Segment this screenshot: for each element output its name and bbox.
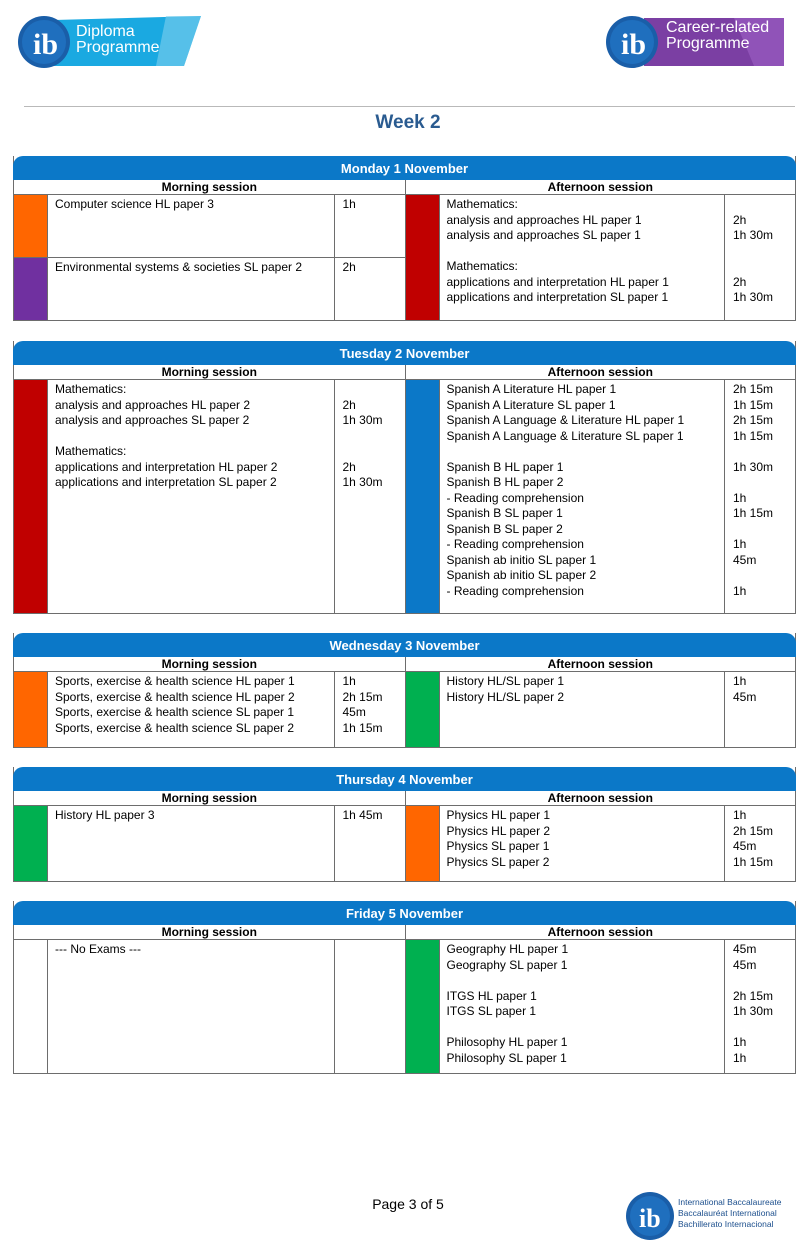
exam-name: Mathematics: (446, 259, 518, 273)
page-title: Week 2 (375, 112, 441, 133)
duration-list (725, 806, 795, 881)
afternoon-session-label: Afternoon session (406, 365, 796, 380)
exam-name: Spanish B HL paper 2 (446, 475, 564, 489)
exam-name: Geography HL paper 1 (446, 942, 569, 956)
exam-duration: 1h (733, 490, 747, 505)
logo-right-line1: Career-related (666, 19, 770, 36)
exam-duration: 1h 15m (733, 506, 774, 520)
exam-name: applications and interpretation SL paper 1 (446, 290, 669, 304)
exam-duration: 45m (733, 942, 757, 956)
morning-session-label: Morning session (14, 791, 405, 806)
exam-name: Computer science HL paper 3 (55, 197, 214, 211)
exam-name: Spanish B SL paper 2 (446, 521, 563, 536)
subject-color-bar (14, 940, 48, 1073)
sessions-row (14, 365, 795, 613)
exam-name: Spanish ab initio SL paper 1 (446, 552, 597, 567)
exam-name: analysis and approaches SL paper 2 (55, 413, 250, 427)
exam-duration: 1h 15m (733, 428, 774, 443)
subject-color-bar (14, 806, 48, 881)
exam-duration: 45m (733, 957, 757, 972)
morning-session (14, 925, 405, 1073)
duration-list (725, 195, 795, 320)
day-header: Monday 1 November (13, 156, 796, 180)
exam-name (447, 1020, 719, 1036)
afternoon-session (405, 657, 796, 747)
duration-list (335, 672, 405, 747)
morning-session (14, 657, 405, 747)
exam-name: - Reading comprehension (446, 490, 584, 505)
subject-color-bar (14, 258, 48, 320)
afternoon-session-body (406, 380, 796, 613)
exam-duration: 1h 15m (733, 854, 774, 869)
subject-color-bar (406, 195, 440, 320)
exam-duration (733, 197, 795, 213)
exam-duration: 2h (733, 274, 747, 289)
exam-name (447, 444, 719, 460)
exam-block (14, 940, 405, 1073)
exam-name: History HL/SL paper 2 (446, 689, 565, 704)
page-number: Page 3 of 5 (372, 1196, 444, 1212)
exam-name: Sports, exercise & health science SL paper 1 (55, 705, 295, 719)
exam-block (14, 380, 405, 613)
duration-list (725, 380, 795, 613)
exam-name: Spanish A Literature SL paper 1 (446, 397, 616, 412)
exam-name: Physics SL paper 2 (446, 854, 550, 869)
exam-duration: 1h (733, 674, 747, 688)
exam-duration: 1h 30m (733, 459, 774, 474)
exam-block (406, 672, 796, 747)
exam-duration (343, 444, 405, 460)
exam-name: Spanish B SL paper 1 (446, 506, 563, 520)
afternoon-session (405, 365, 796, 613)
exam-name: Philosophy SL paper 1 (446, 1050, 567, 1065)
exam-list (440, 940, 726, 1073)
exam-block (406, 940, 796, 1073)
exam-duration: 2h 15m (733, 988, 774, 1003)
duration-list (335, 380, 405, 613)
day-panel (13, 156, 796, 321)
exam-name: History HL paper 3 (55, 808, 155, 822)
morning-session-label: Morning session (14, 365, 405, 380)
sessions-row (14, 180, 795, 320)
subject-color-bar (406, 806, 440, 881)
exam-name: analysis and approaches SL paper 1 (446, 228, 641, 242)
duration-list (725, 672, 795, 747)
exam-name: Environmental systems & societies SL paper 2 (55, 260, 303, 274)
exam-name: Spanish ab initio SL paper 2 (446, 568, 597, 582)
exam-list (48, 672, 335, 747)
exam-name: applications and interpretation SL paper 2 (55, 475, 277, 489)
exam-duration: 2h (342, 260, 356, 274)
exam-duration (733, 568, 795, 584)
ib-emblem-icon (624, 1190, 676, 1242)
exam-list (48, 195, 335, 257)
exam-duration: 45m (733, 552, 757, 567)
exam-duration (733, 1020, 795, 1036)
exam-duration (343, 382, 405, 398)
morning-session-label: Morning session (14, 657, 405, 672)
exam-duration: 1h (733, 1050, 747, 1065)
exam-duration (733, 259, 795, 275)
logo-right-line2: Programme (666, 35, 750, 52)
afternoon-session-label: Afternoon session (406, 180, 796, 195)
exam-block (406, 380, 796, 613)
exam-duration: 1h 45m (342, 808, 383, 822)
exam-name: analysis and approaches HL paper 2 (55, 397, 251, 412)
day-panel (13, 901, 796, 1074)
day-header: Tuesday 2 November (13, 341, 796, 365)
exam-list (440, 195, 726, 320)
exam-name: Spanish A Literature HL paper 1 (446, 382, 617, 396)
svg-text:ib: ib (621, 28, 647, 61)
exam-block (14, 195, 405, 257)
org-name-en: International Baccalaureate (678, 1197, 782, 1207)
exam-list (440, 380, 726, 613)
afternoon-session-body (406, 806, 796, 881)
afternoon-session-body (406, 940, 796, 1073)
org-name-fr: Baccalauréat International (678, 1208, 777, 1218)
exam-block (14, 257, 405, 320)
svg-text:ib: ib (639, 1204, 661, 1233)
exam-name: Physics HL paper 1 (446, 808, 551, 822)
subject-color-bar (406, 380, 440, 613)
exam-name: History HL/SL paper 1 (446, 674, 565, 688)
afternoon-session-label: Afternoon session (406, 791, 796, 806)
exam-name: Physics SL paper 1 (446, 839, 550, 853)
exam-name (447, 973, 719, 989)
exam-duration: 45m (342, 705, 366, 719)
exam-name: Sports, exercise & health science HL paper 2 (55, 689, 295, 704)
header-divider (24, 106, 795, 107)
exam-duration: 1h 15m (733, 397, 774, 412)
exam-list (48, 940, 335, 1073)
org-name-es: Bachillerato Internacional (678, 1219, 774, 1229)
exam-duration: 45m (733, 839, 757, 853)
exam-duration (733, 522, 795, 538)
exam-name: Spanish A Language & Literature SL paper 1 (446, 428, 684, 443)
exam-name: Mathematics: (55, 382, 127, 396)
exam-duration (733, 244, 795, 260)
exam-name: ITGS SL paper 1 (446, 1004, 537, 1018)
morning-session-body (14, 940, 405, 1073)
exam-block (406, 806, 796, 881)
exam-duration (343, 942, 405, 958)
exam-duration (733, 444, 795, 460)
svg-text:ib: ib (33, 28, 59, 61)
exam-duration: 2h 15m (733, 382, 774, 396)
subject-color-bar (14, 672, 48, 747)
day-header: Wednesday 3 November (13, 633, 796, 657)
afternoon-session-body (406, 195, 796, 320)
diploma-programme-logo (16, 14, 201, 70)
morning-session (14, 365, 405, 613)
exam-duration: 1h 30m (733, 1004, 774, 1018)
duration-list (335, 940, 405, 1073)
duration-list (335, 258, 405, 320)
exam-duration (343, 429, 405, 445)
afternoon-session (405, 791, 796, 881)
exam-block (14, 806, 405, 881)
exam-duration: 2h (342, 397, 356, 412)
exam-list (48, 806, 335, 881)
logo-left-line2: Programme (76, 39, 160, 56)
exam-name: applications and interpretation HL paper 2 (55, 459, 278, 474)
day-panel (13, 633, 796, 748)
exam-name: - Reading comprehension (446, 583, 584, 598)
morning-session-body (14, 672, 405, 747)
afternoon-session-label: Afternoon session (406, 925, 796, 940)
morning-session (14, 180, 405, 320)
exam-block (406, 195, 796, 320)
exam-duration: 2h 15m (733, 823, 774, 838)
exam-list (48, 258, 335, 320)
exam-list (440, 672, 726, 747)
exam-duration: 1h 30m (342, 475, 383, 489)
morning-session-label: Morning session (14, 925, 405, 940)
exam-duration: 2h (733, 212, 747, 227)
exam-name: Spanish A Language & Literature HL paper 1 (446, 413, 685, 427)
career-related-programme-logo (604, 14, 784, 70)
exam-name: - Reading comprehension (446, 537, 584, 551)
ib-footer-logo (624, 1190, 800, 1242)
duration-list (725, 940, 795, 1073)
subject-color-bar (406, 940, 440, 1073)
exam-name: --- No Exams --- (55, 942, 141, 956)
subject-color-bar (14, 380, 48, 613)
exam-duration (733, 475, 795, 491)
exam-duration: 1h 30m (733, 228, 774, 242)
sessions-row (14, 657, 795, 747)
exam-duration: 1h 30m (342, 413, 383, 427)
exam-duration: 1h 15m (342, 720, 383, 735)
exam-duration: 1h (342, 197, 356, 211)
afternoon-session (405, 925, 796, 1073)
exam-name: Geography SL paper 1 (446, 957, 568, 972)
exam-name: ITGS HL paper 1 (446, 988, 537, 1003)
afternoon-session-body (406, 672, 796, 747)
subject-color-bar (14, 195, 48, 257)
day-header: Thursday 4 November (13, 767, 796, 791)
exam-name: Physics HL paper 2 (446, 823, 551, 838)
exam-list (48, 380, 335, 613)
exam-name: applications and interpretation HL paper 1 (446, 274, 669, 289)
exam-name: Mathematics: (55, 444, 127, 458)
logo-left-line1: Diploma (76, 23, 135, 40)
afternoon-session (405, 180, 796, 320)
duration-list (335, 806, 405, 881)
sessions-row (14, 925, 795, 1073)
exam-duration: 45m (733, 689, 757, 704)
day-panel (13, 341, 796, 614)
exam-duration: 1h (733, 583, 747, 598)
exam-duration: 1h 30m (733, 290, 774, 304)
exam-duration: 2h 15m (733, 413, 774, 427)
morning-session-body (14, 806, 405, 881)
exam-name: analysis and approaches HL paper 1 (446, 212, 642, 227)
exam-name: Mathematics: (446, 197, 518, 211)
morning-session-body (14, 380, 405, 613)
day-panel (13, 767, 796, 882)
exam-duration: 1h (733, 808, 747, 822)
exam-name: Spanish B HL paper 1 (446, 459, 564, 474)
sessions-row (14, 791, 795, 881)
exam-block (14, 672, 405, 747)
duration-list (335, 195, 405, 257)
exam-duration: 1h (733, 537, 747, 551)
exam-name: Sports, exercise & health science SL paper 2 (55, 720, 295, 735)
morning-session-label: Morning session (14, 180, 405, 195)
afternoon-session-label: Afternoon session (406, 657, 796, 672)
exam-duration: 1h (733, 1035, 747, 1049)
exam-duration: 1h (342, 674, 356, 688)
exam-name (55, 429, 328, 445)
exam-name (447, 244, 719, 260)
exam-name: Sports, exercise & health science HL paper 1 (55, 674, 295, 688)
exam-name: Philosophy HL paper 1 (446, 1035, 568, 1049)
day-header: Friday 5 November (13, 901, 796, 925)
morning-session (14, 791, 405, 881)
exam-duration: 2h 15m (342, 689, 383, 704)
exam-duration (733, 973, 795, 989)
exam-duration: 2h (342, 459, 356, 474)
morning-session-body (14, 195, 405, 320)
exam-list (440, 806, 726, 881)
subject-color-bar (406, 672, 440, 747)
